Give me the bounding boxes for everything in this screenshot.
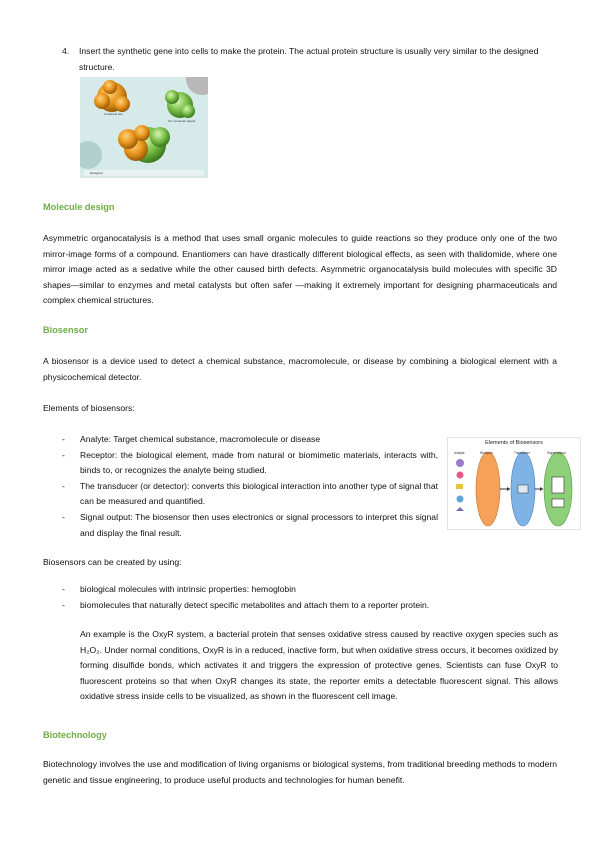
element-signal-output: Signal output: The biosensor then uses electronics or signal processors to interpret this signal and display the final result.	[80, 511, 438, 538]
step-number: 4.	[62, 46, 70, 56]
biosensor-intro: A biosensor is a device used to detect a chemical substance, macromolecule, or disease by combining a biological element with a physicochemical detector.	[43, 356, 557, 382]
list-item: - Analyte: Target chemical substance, macromolecule or disease	[62, 434, 321, 444]
element-receptor: Receptor: the biological element, made from natural or biomimetic materials, interacts with, binds to, or recognizes the analyte being studied.	[80, 449, 438, 476]
step-text: Insert the synthetic gene into cells to make the protein. The actual protein structure is usually very similar to the designed structure.	[79, 46, 539, 72]
list-item: - biomolecules that naturally detect specific metabolites and attach them to a reporter protein.	[62, 599, 430, 610]
biosensor-elements-figure	[447, 437, 581, 530]
protein-structure-image	[80, 77, 208, 178]
list-item: - Receptor: the biological element, made from natural or biomimetic materials, interacts with, binds to, or recognizes the analyte being studied.	[62, 449, 438, 476]
figure-label-analyte: Analyte	[454, 451, 465, 455]
biosensor-created-list	[62, 582, 558, 613]
molecule-label-designed: Designed	[90, 171, 103, 175]
molecule-design-paragraph: Asymmetric organocatalysis is a method that uses small organic molecules to guide reactions so they produce only one of the two mirror-image forms of a compound. Enantiomers can have drastically different biological effects, as seen with thalidomide, where one mirror image acted as a sedative while the other caused birth defects. Asymmetric organocatalysis build molecules with specific 3D shapes—similar to enzymes and metal catalysts but often safer —making it extremely important for designing pharmaceuticals and complex chemical structures.	[43, 233, 557, 306]
biosensor-elements-list	[62, 432, 438, 541]
biosensor-heading: Biosensor	[43, 325, 88, 335]
biotechnology-paragraph: Biotechnology involves the use and modification of living organisms or biological systems, from traditional breeding methods to modern genetic and tissue engineering, to produce useful products and technologies for human benefit.	[43, 759, 557, 785]
molecule-label-unnatural: Unnatural site	[104, 112, 123, 116]
list-item: - biological molecules with intrinsic properties: hemoglobin	[62, 584, 296, 594]
molecule-design-heading: Molecule design	[43, 202, 115, 212]
figure-label-signal-output: Signal output	[547, 451, 566, 455]
protein-structure-illustration	[80, 77, 208, 178]
biosensor-created-label: Biosensors can be created by using:	[43, 557, 182, 567]
list-item: - Signal output: The biosensor then uses electronics or signal processors to interpret this signal and display the final result.	[62, 511, 438, 538]
element-transducer: The transducer (or detector): converts this biological interaction into another type of signal that can be measured and quantified.	[80, 480, 438, 507]
list-item: - The transducer (or detector): converts this biological interaction into another type of signal that can be measured and quantified.	[62, 480, 438, 507]
biosensor-figure-title: Elements of Biosensors	[485, 440, 543, 446]
biosensor-elements-label: Elements of biosensors:	[43, 403, 135, 413]
created-item-reporter: biomolecules that naturally detect specific metabolites and attach them to a reporter protein.	[80, 599, 430, 610]
created-item-hemoglobin: biological molecules with intrinsic properties: hemoglobin	[80, 584, 296, 594]
biotechnology-heading: Biotechnology	[43, 730, 107, 740]
element-analyte: Analyte: Target chemical substance, macromolecule or disease	[80, 434, 321, 444]
figure-label-transducer: Transducer	[514, 451, 531, 455]
oxyr-example-paragraph: An example is the OxyR system, a bacterial protein that senses oxidative stress caused by reactive oxygen species such as H₂O₂. Under normal conditions, OxyR is in a reduced, inactive form, but when oxidative stress occurs, it becomes oxidized by forming disulfide bonds, which activates it and triggers the expression of protective genes. Scientists can fuse OxyR to fluorescent proteins so that when OxyR changes its state, the reporter emits a detectable fluorescent signal. This allows oxidative stress inside cells to be visualized, as shown in the fluorescent cell image.	[80, 629, 558, 702]
biosensor-diagram	[448, 449, 580, 529]
molecule-label-ligand: Our computer ligand	[168, 119, 196, 123]
figure-label-receptor: Receptor	[480, 451, 493, 455]
